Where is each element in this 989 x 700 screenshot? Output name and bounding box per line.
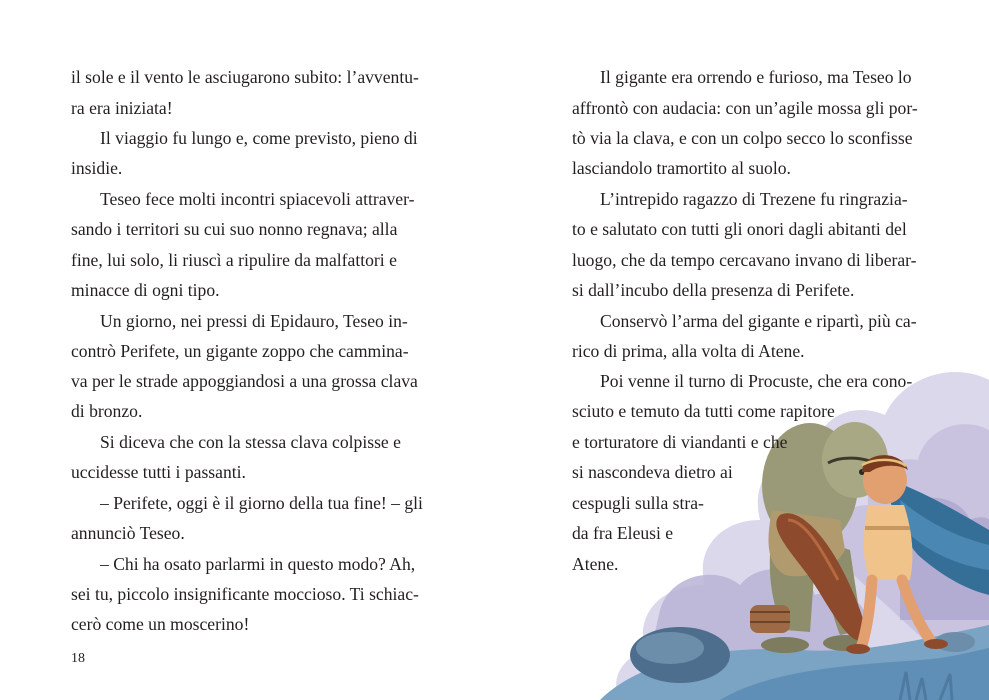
right-page — [494, 0, 989, 700]
text-line: va per le strade appoggiandosi a una grossa clava — [71, 371, 418, 391]
text-line: tò via la clava, e con un colpo secco lo sconfisse — [572, 128, 913, 148]
text-line: Il gigante era orrendo e furioso, ma Teseo lo — [600, 67, 912, 87]
text-line: Si diceva che con la stessa clava colpisse e — [100, 432, 401, 452]
text-line: contrò Perifete, un gigante zoppo che cammina- — [71, 341, 409, 361]
left-page — [0, 0, 494, 700]
text-line: – Chi ha osato parlarmi in questo modo? Ah, — [100, 554, 416, 574]
text-line: di bronzo. — [71, 401, 143, 421]
text-line: affrontò con audacia: con un’agile mossa gli por- — [572, 98, 918, 118]
page-number: 18 — [71, 651, 85, 666]
text-line: sciuto e temuto da tutti come rapitore — [572, 401, 835, 421]
text-line: minacce di ogni tipo. — [71, 280, 220, 300]
text-line: L’intrepido ragazzo di Trezene fu ringrazia- — [600, 189, 908, 209]
text-line: sando i territori su cui suo nonno regnava; alla — [71, 219, 398, 239]
text-line: Poi venne il turno di Procuste, che era cono- — [600, 371, 913, 391]
text-line: da fra Eleusi e — [572, 523, 674, 543]
text-line: sei tu, piccolo insignificante moccioso. Ti schiac- — [71, 584, 419, 604]
text-line: e torturatore di viandanti e che — [572, 432, 788, 452]
text-line: cerò come un moscerino! — [71, 614, 250, 634]
text-line: to e salutato con tutti gli onori dagli abitanti del — [572, 219, 907, 239]
text-line: luogo, che da tempo cercavano invano di liberar- — [572, 250, 917, 270]
text-line: rico di prima, alla volta di Atene. — [572, 341, 805, 361]
text-line: si dall’incubo della presenza di Perifete. — [572, 280, 855, 300]
text-line: cespugli sulla stra- — [572, 493, 704, 513]
text-line: Atene. — [572, 554, 619, 574]
text-line: Il viaggio fu lungo e, come previsto, pieno di — [100, 128, 418, 148]
text-line: si nascondeva dietro ai — [572, 462, 733, 482]
text-line: fine, lui solo, li riuscì a ripulire da malfattori e — [71, 250, 397, 270]
text-line: il sole e il vento le asciugarono subito: l’avventu- — [71, 67, 419, 87]
text-line: annunciò Teseo. — [71, 523, 185, 543]
text-line: insidie. — [71, 158, 123, 178]
text-line: Teseo fece molti incontri spiacevoli attraver- — [100, 189, 415, 209]
text-line: Un giorno, nei pressi di Epidauro, Teseo in- — [100, 311, 408, 331]
text-line: – Perifete, oggi è il giorno della tua fine! – gli — [100, 493, 423, 513]
text-line: lasciandolo tramortito al suolo. — [572, 158, 791, 178]
text-line: uccidesse tutti i passanti. — [71, 462, 246, 482]
text-line: ra era iniziata! — [71, 98, 173, 118]
text-line: Conservò l’arma del gigante e ripartì, più ca- — [600, 311, 917, 331]
